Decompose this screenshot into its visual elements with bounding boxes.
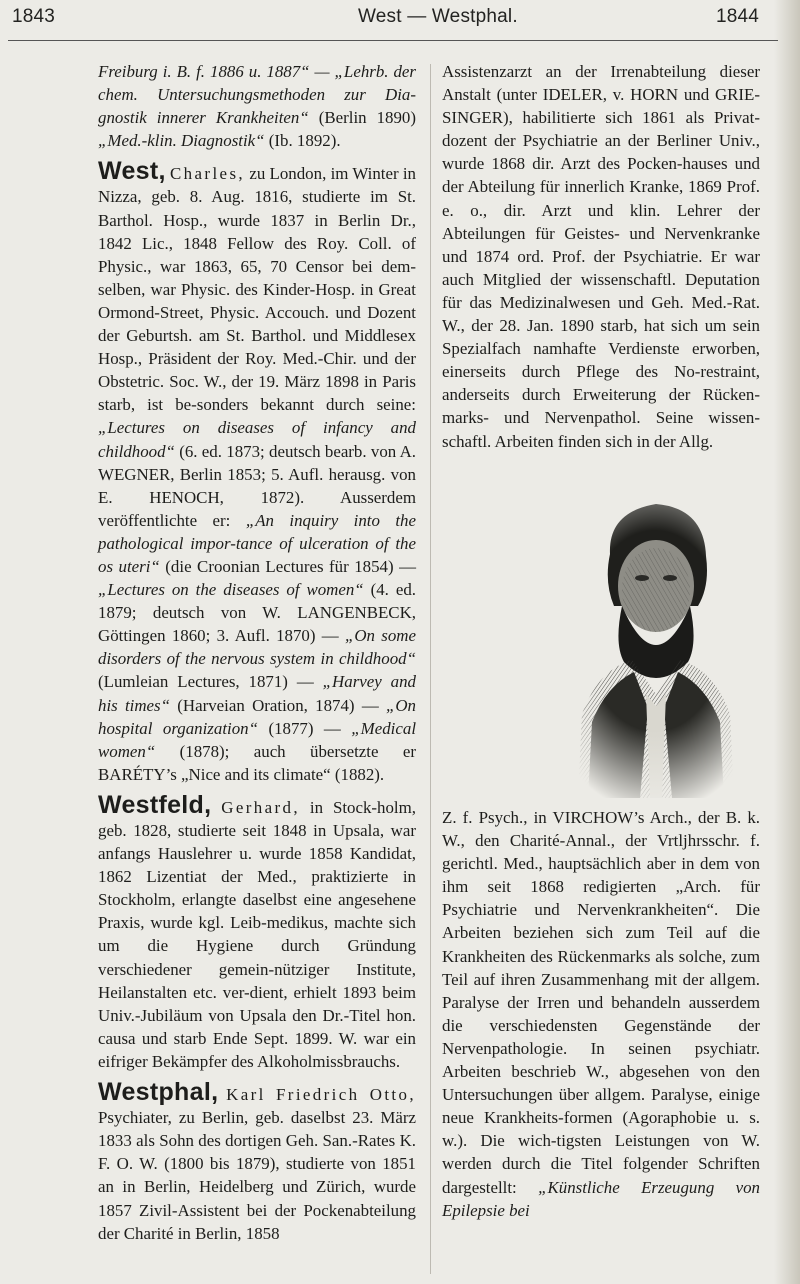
text-run: zu London, im Winter in Nizza, geb. 8. Aug. 1816, studierte im St. Barthol. Hosp., wurde 1837 in Berlin Dr., 1842 Lic., 1848 Fellow des Roy. Coll. of Physic., war 1863, 65, 70 Censor bei dem-selben, war Physic. des Kinder-Hosp. in Great Ormond-Street, Physic. Accouch. und Dozent der Geburtsh. am St. Barthol. und Middlesex Hosp., Präsident der Roy. Med.-Chir. und der Obstetric. Soc. W., der 19. März 1898 in Paris starb, ist be-sonders bekannt durch seine: xyxy=(98,164,416,415)
text-run: (6. ed. 1873; deutsch bearb. von A. WEGNER, Berlin 1853; 5. Aufl. herausg. von E. HENOCH, 1872). Ausserdem veröffentlichte er: xyxy=(98,441,416,530)
italic-title-run: Freiburg i. B. f. 1886 u. 1887“ — „Lehrb. der chem. Untersuchungsmethoden zur Dia-gnostik innerer Krankheiten“ xyxy=(98,62,416,128)
right-column xyxy=(442,60,760,453)
header-rule xyxy=(8,40,778,41)
text-run: (die Croonian Lectures für 1854) — xyxy=(159,556,416,576)
headword-westfeld: Westfeld, xyxy=(98,790,212,819)
entry-westphal xyxy=(98,1078,416,1245)
forename-westphal: Karl Friedrich Otto, xyxy=(226,1085,416,1105)
left-column xyxy=(98,60,416,1245)
entry-west xyxy=(98,157,417,786)
page-edge-shadow xyxy=(774,0,800,1284)
headword-west: West, xyxy=(98,157,166,186)
italic-title-run: „Medical women“ xyxy=(98,718,417,761)
italic-title-run: „Med.-klin. Diagnostik“ xyxy=(98,131,265,151)
entry-tail-paragraph xyxy=(98,60,416,152)
text-run: (Lumleian Lectures, 1871) — xyxy=(98,672,323,692)
right-lower-paragraph xyxy=(442,806,760,1222)
italic-title-run: „On hospital organization“ xyxy=(98,695,417,738)
text-run: Z. f. Psych., in VIRCHOW’s Arch., der B. k. W., den Charité-Annal., der Vrtljhrsschr. f. gerichtl. Med., hauptsächlich aber in dem von ihm seit 1868 redigierten „Arch. für Psychiatrie und Nervenkrankheiten“. Die Arbeiten beziehen sich zum Teil auf die Krankheiten des Rückenmarks als solche, zum Teil auf ihren Zusammenhang mit der allgem. Paralyse der Irren und behandeln ausserdem die verschiedensten Gegenstände der Nervenpathologie. In seinen psychiatr. Arbeiten beschrieb W., abgesehen von den Untersuchungen über allgem. Paralyse, einige neue Krankheits-formen (Agoraphobie u. s. w.). Die wich-tigsten Leistungen von W. werden durch die Titel folgender Schriften dargestellt: xyxy=(442,808,760,1197)
right-column-number: 1844 xyxy=(716,6,760,27)
text-run: (Ib. 1892). xyxy=(264,131,341,151)
text-run: (Berlin 1890) xyxy=(308,108,416,128)
right-column-lower xyxy=(442,806,760,1222)
entry-westphal-body xyxy=(98,1108,416,1242)
text-run: (Harveian Oration, 1874) — xyxy=(170,695,386,715)
text-run: in Stock-holm, geb. 1828, studierte seit 1848 in Upsala, war anfangs Hauslehrer u. wurde 1858 Kandidat, 1862 Lizentiat der Med., praktizierte in Stockholm, erlangte daselbst eine angesehene Praxis, wurde kgl. Leib-medikus, machte sich um die Hygiene durch Gründung verschiedener gemein-nütziger Institute, Heilanstalten etc. ver-dient, erhielt 1893 beim Univ.-Jubiläum von Upsala den Dr.-Titel hon. causa und starb Ende Sept. 1899. W. war ein eifriger Bekämpfer des Alkoholmissbrauchs. xyxy=(98,797,416,1071)
running-title: West — Westphal. xyxy=(358,6,518,27)
italic-title-run: „Harvey and his times“ xyxy=(98,672,416,715)
running-header xyxy=(0,0,800,56)
entry-westfeld xyxy=(98,790,416,1073)
italic-title-run: „An inquiry into the pathological impor-tance of ulceration of the os uteri“ xyxy=(98,510,416,576)
italic-title-run: „Lectures on diseases of infancy and childhood“ xyxy=(98,418,416,461)
text-run: (1877) — xyxy=(258,718,352,738)
text-run: (1878); auch übersetzte er BARÉTY’s „Nice and its climate“ (1882). xyxy=(98,741,416,784)
italic-title-run: „Lectures on the diseases of women“ xyxy=(98,580,364,600)
entry-westfeld-body xyxy=(98,798,416,1071)
italic-title-run: „On some disorders of the nervous system in childhood“ xyxy=(98,626,416,669)
portrait-image xyxy=(548,494,762,798)
text-run: Assistenzarzt an der Irrenabteilung dieser Anstalt (unter IDELER, v. HORN und GRIE-SINGER), habilitierte sich 1861 als Privat-dozent der Psychiatrie an der Berliner Univ., wurde 1868 dir. Arzt des Pocken-hauses und der Abteilung für innerlich Kranke, 1869 Prof. e. o., dir. Arzt und klin. Lehrer der Abteilungen für Geistes- und Nervenkranke und 1874 ord. Prof. der Psychiatrie. Er war auch Mitglied der wissenschaftl. Deputation für das Medizinalwesen und Geh. Med.-Rat. W., der 28. Jan. 1890 starb, hat sich um sein Spezialfach namhafte Verdienste erworben, einerseits durch Pflege des No-restraint, anderseits durch Erweiterung der Rücken-marks- und Nervenpathol. Seine wissen-schaftl. Arbeiten finden sich in der Allg. xyxy=(442,62,760,451)
forename-westfeld: Gerhard, xyxy=(221,797,301,817)
text-run: (4. ed. 1879; deutsch von W. LANGENBECK, Göttingen 1860; 3. Aufl. 1870) — xyxy=(98,580,416,646)
right-upper-paragraph xyxy=(442,60,760,453)
forename-west: Charles, xyxy=(170,164,246,184)
italic-title-run: „Künstliche Erzeugung von Epilepsie bei xyxy=(442,1177,760,1220)
entry-west-body xyxy=(98,164,416,783)
portrait-engraving xyxy=(548,494,762,798)
headword-westphal: Westphal, xyxy=(98,1078,219,1107)
text-run: Psychiater, zu Berlin, geb. daselbst 23. März 1833 als Sohn des dortigen Geh. San.-Rates K. F. O. W. (1800 bis 1879), studierte von 1851 an in Berlin, Heidelberg und Zürich, wurde 1857 Zivil-Assistent bei der Pockenabteilung der Charité in Berlin, 1858 xyxy=(98,1108,416,1243)
column-divider xyxy=(430,64,431,1274)
left-column-number: 1843 xyxy=(12,6,56,27)
